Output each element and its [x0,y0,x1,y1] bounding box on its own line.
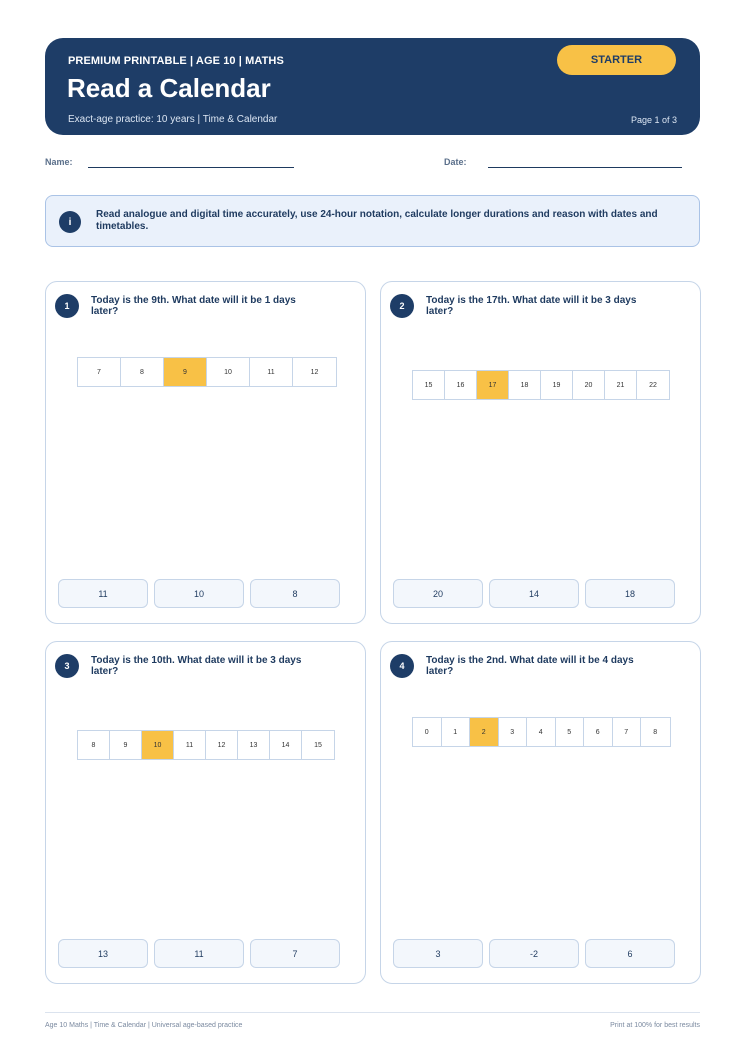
answer-options [393,579,675,609]
date-cell: 8 [121,358,164,386]
footer-divider [45,1012,700,1013]
question-text: Today is the 10th. What date will it be 3 days later? [91,655,302,677]
date-cell-today: 10 [142,731,174,759]
date-cell: 18 [509,371,541,399]
instructions-text: Read analogue and digital time accurately, use 24-hour notation, calculate longer durations and reason with dates and timetables. [96,209,658,232]
answer-options [58,579,340,609]
date-cell: 8 [641,718,670,746]
date-cell: 9 [110,731,142,759]
question-number: 3 [55,654,79,678]
answer-option-button[interactable]: 7 [250,939,340,968]
date-cell: 16 [445,371,477,399]
date-cell: 14 [270,731,302,759]
name-label: Name: [45,157,73,167]
date-strip [77,357,337,387]
answer-option-button[interactable]: 11 [58,579,148,608]
date-cell: 4 [527,718,556,746]
date-cell: 12 [293,358,336,386]
info-icon: i [59,211,81,233]
answer-options [58,939,340,969]
date-cell: 20 [573,371,605,399]
level-badge: STARTER [557,45,676,75]
date-cell: 7 [78,358,121,386]
answer-option-button[interactable]: 20 [393,579,483,608]
answer-option-button[interactable]: 11 [154,939,244,968]
answer-option-button[interactable]: 8 [250,579,340,608]
answer-options [393,939,675,969]
date-label: Date: [444,157,467,167]
date-cell: 13 [238,731,270,759]
date-cell: 19 [541,371,573,399]
date-cell: 1 [442,718,471,746]
date-cell: 15 [413,371,445,399]
question-number: 1 [55,294,79,318]
date-cell-today: 2 [470,718,499,746]
date-cell: 8 [78,731,110,759]
question-text: Today is the 9th. What date will it be 1 days later? [91,295,296,317]
date-strip [412,370,670,400]
date-strip [77,730,335,760]
date-cell: 22 [637,371,669,399]
date-field[interactable] [488,167,682,168]
date-cell-today: 17 [477,371,509,399]
header-eyebrow: PREMIUM PRINTABLE | AGE 10 | MATHS [68,55,284,67]
answer-option-button[interactable]: 6 [585,939,675,968]
answer-option-button[interactable]: 18 [585,579,675,608]
date-cell: 0 [413,718,442,746]
question-card-3 [45,641,366,984]
question-card-1 [45,281,366,624]
date-cell: 7 [613,718,642,746]
date-cell: 5 [556,718,585,746]
name-field[interactable] [88,167,294,168]
question-card-4 [380,641,701,984]
footer-left-text: Age 10 Maths | Time & Calendar | Universal age-based practice [45,1022,243,1029]
question-card-2 [380,281,701,624]
date-cell: 12 [206,731,238,759]
question-number: 4 [390,654,414,678]
date-strip [412,717,671,747]
answer-option-button[interactable]: 10 [154,579,244,608]
question-text: Today is the 17th. What date will it be 3 days later? [426,295,637,317]
date-cell: 11 [250,358,293,386]
date-cell: 15 [302,731,334,759]
answer-option-button[interactable]: 14 [489,579,579,608]
page-indicator: Page 1 of 3 [630,115,677,125]
answer-option-button[interactable]: -2 [489,939,579,968]
header-subtitle: Exact-age practice: 10 years | Time & Calendar [68,114,278,125]
date-cell: 3 [499,718,528,746]
date-cell-today: 9 [164,358,207,386]
answer-option-button[interactable]: 13 [58,939,148,968]
footer-right-text: Print at 100% for best results [610,1022,700,1029]
date-cell: 21 [605,371,637,399]
page-title: Read a Calendar [67,73,271,103]
date-cell: 11 [174,731,206,759]
answer-option-button[interactable]: 3 [393,939,483,968]
date-cell: 10 [207,358,250,386]
question-number: 2 [390,294,414,318]
worksheet-header [45,38,700,135]
instructions-box [45,195,700,247]
question-text: Today is the 2nd. What date will it be 4 days later? [426,655,634,677]
date-cell: 6 [584,718,613,746]
